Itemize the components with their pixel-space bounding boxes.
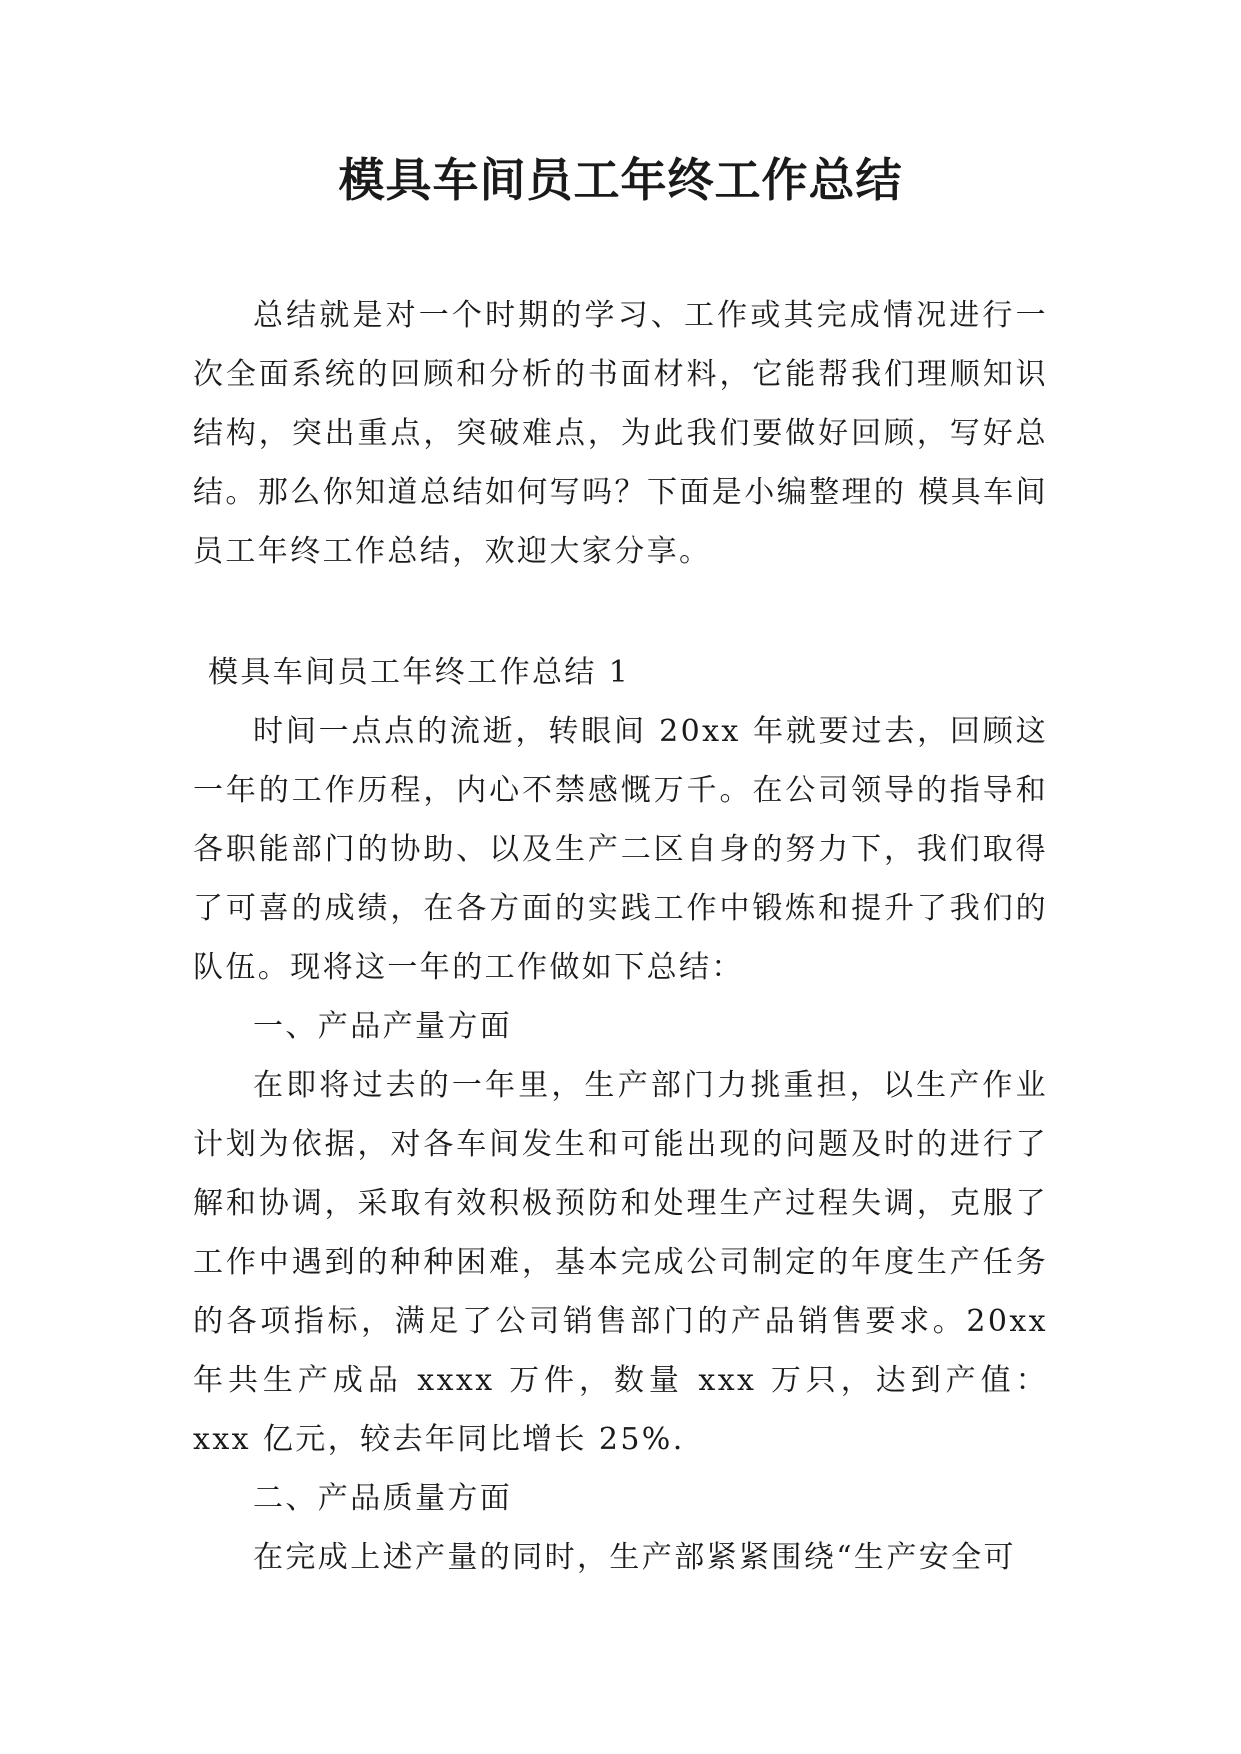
document-body [193,286,1048,1587]
body-paragraph: 时间一点点的流逝，转眼间 20xx 年就要过去，回顾这一年的工作历程，内心不禁感慨万千。在公司领导的指导和各职能部门的协助、以及生产二区自身的努力下，我们取得了可喜的成绩，在各方面的实践工作中锻炼和提升了我们的队伍。现将这一年的工作做如下总结： [193,714,1048,985]
intro-paragraph: 总结就是对一个时期的学习、工作或其完成情况进行一次全面系统的回顾和分析的书面材料，它能帮我们理顺知识结构，突出重点，突破难点，为此我们要做好回顾，写好总结。那么你知道总结如何写吗？下面是小编整理的 模具车间员工年终工作总结，欢迎大家分享。 [193,298,1048,569]
section-title: 模具车间员工年终工作总结 1 [208,655,631,690]
body-paragraph: 在即将过去的一年里，生产部门力挑重担，以生产作业计划为依据，对各车间发生和可能出现的问题及时的进行了解和协调，采取有效积极预防和处理生产过程失调，克服了工作中遇到的种种困难，基本完成公司制定的年度生产任务的各项指标，满足了公司销售部门的产品销售要求。20xx 年共生产成品 xxxx 万件，数量 xxx 万只，达到产值：xxx 亿元，较去年同比增长 25%. [193,1068,1048,1457]
subheading-output: 一、产品产量方面 [253,1009,513,1044]
subheading-quality: 二、产品质量方面 [253,1481,513,1516]
document-title: 模具车间员工年终工作总结 [338,153,903,207]
body-paragraph: 在完成上述产量的同时，生产部紧紧围绕“生产安全可 [253,1540,1016,1575]
